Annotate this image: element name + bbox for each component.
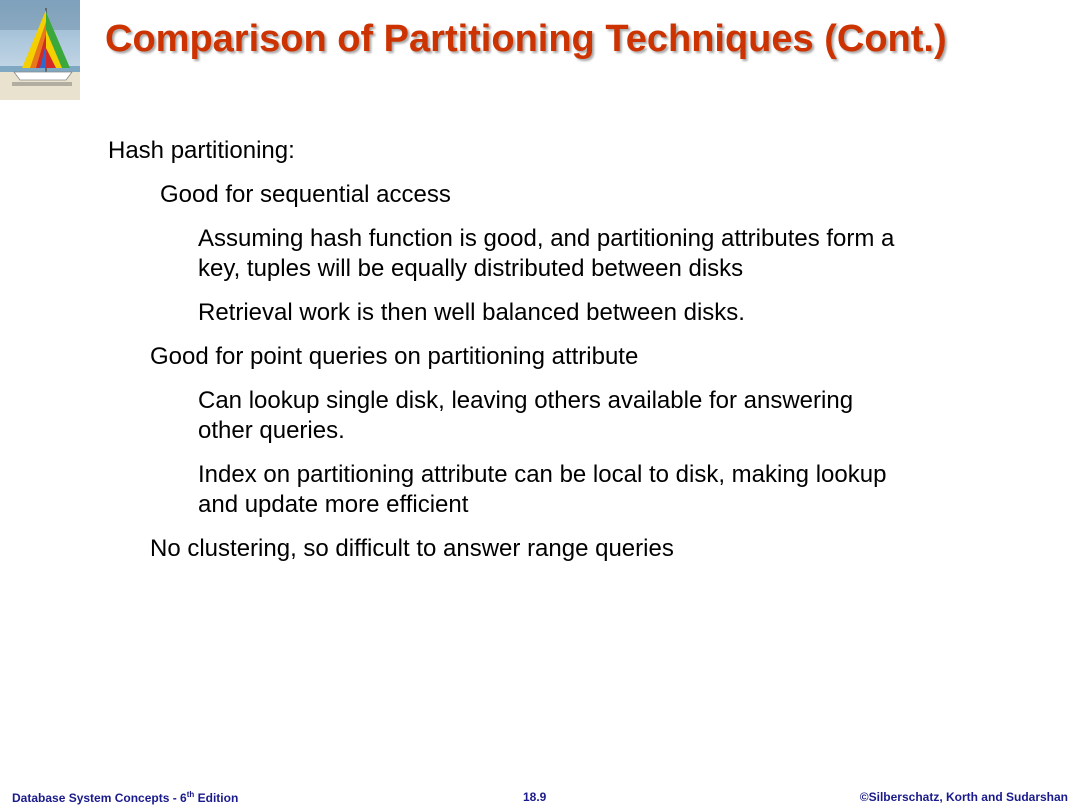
sub-bullet-hash-function-line1: Assuming hash function is good, and partitioning attributes form a: [198, 225, 895, 252]
footer-book-title-suffix: Edition: [194, 791, 239, 805]
bullet-no-clustering: No clustering, so difficult to answer range queries: [150, 535, 674, 562]
sub-bullet-index-local-line2: and update more efficient: [198, 491, 469, 518]
slide-title: Comparison of Partitioning Techniques (Cont.): [105, 18, 947, 60]
bullet-sequential-access: Good for sequential access: [160, 181, 451, 208]
footer-page-number: 18.9: [523, 790, 547, 804]
heading-hash-partitioning: Hash partitioning:: [108, 137, 295, 164]
sub-bullet-lookup-single-disk-line1: Can lookup single disk, leaving others available for answering: [198, 387, 854, 414]
sub-bullet-index-local-line1: Index on partitioning attribute can be local to disk, making lookup: [198, 461, 887, 488]
sub-bullet-retrieval-work: Retrieval work is then well balanced between disks.: [198, 299, 745, 326]
sub-bullet-lookup-single-disk-line2: other queries.: [198, 417, 345, 444]
footer-copyright: ©Silberschatz, Korth and Sudarshan: [859, 790, 1068, 804]
footer-edition-superscript: th: [186, 790, 195, 799]
footer-book-title-prefix: Database System Concepts - 6: [12, 791, 187, 805]
sub-bullet-hash-function-line2: key, tuples will be equally distributed between disks: [198, 255, 744, 282]
footer-book-title: [12, 790, 238, 805]
sailboat-icon: [0, 0, 80, 100]
bullet-point-queries: Good for point queries on partitioning attribute: [150, 343, 639, 370]
